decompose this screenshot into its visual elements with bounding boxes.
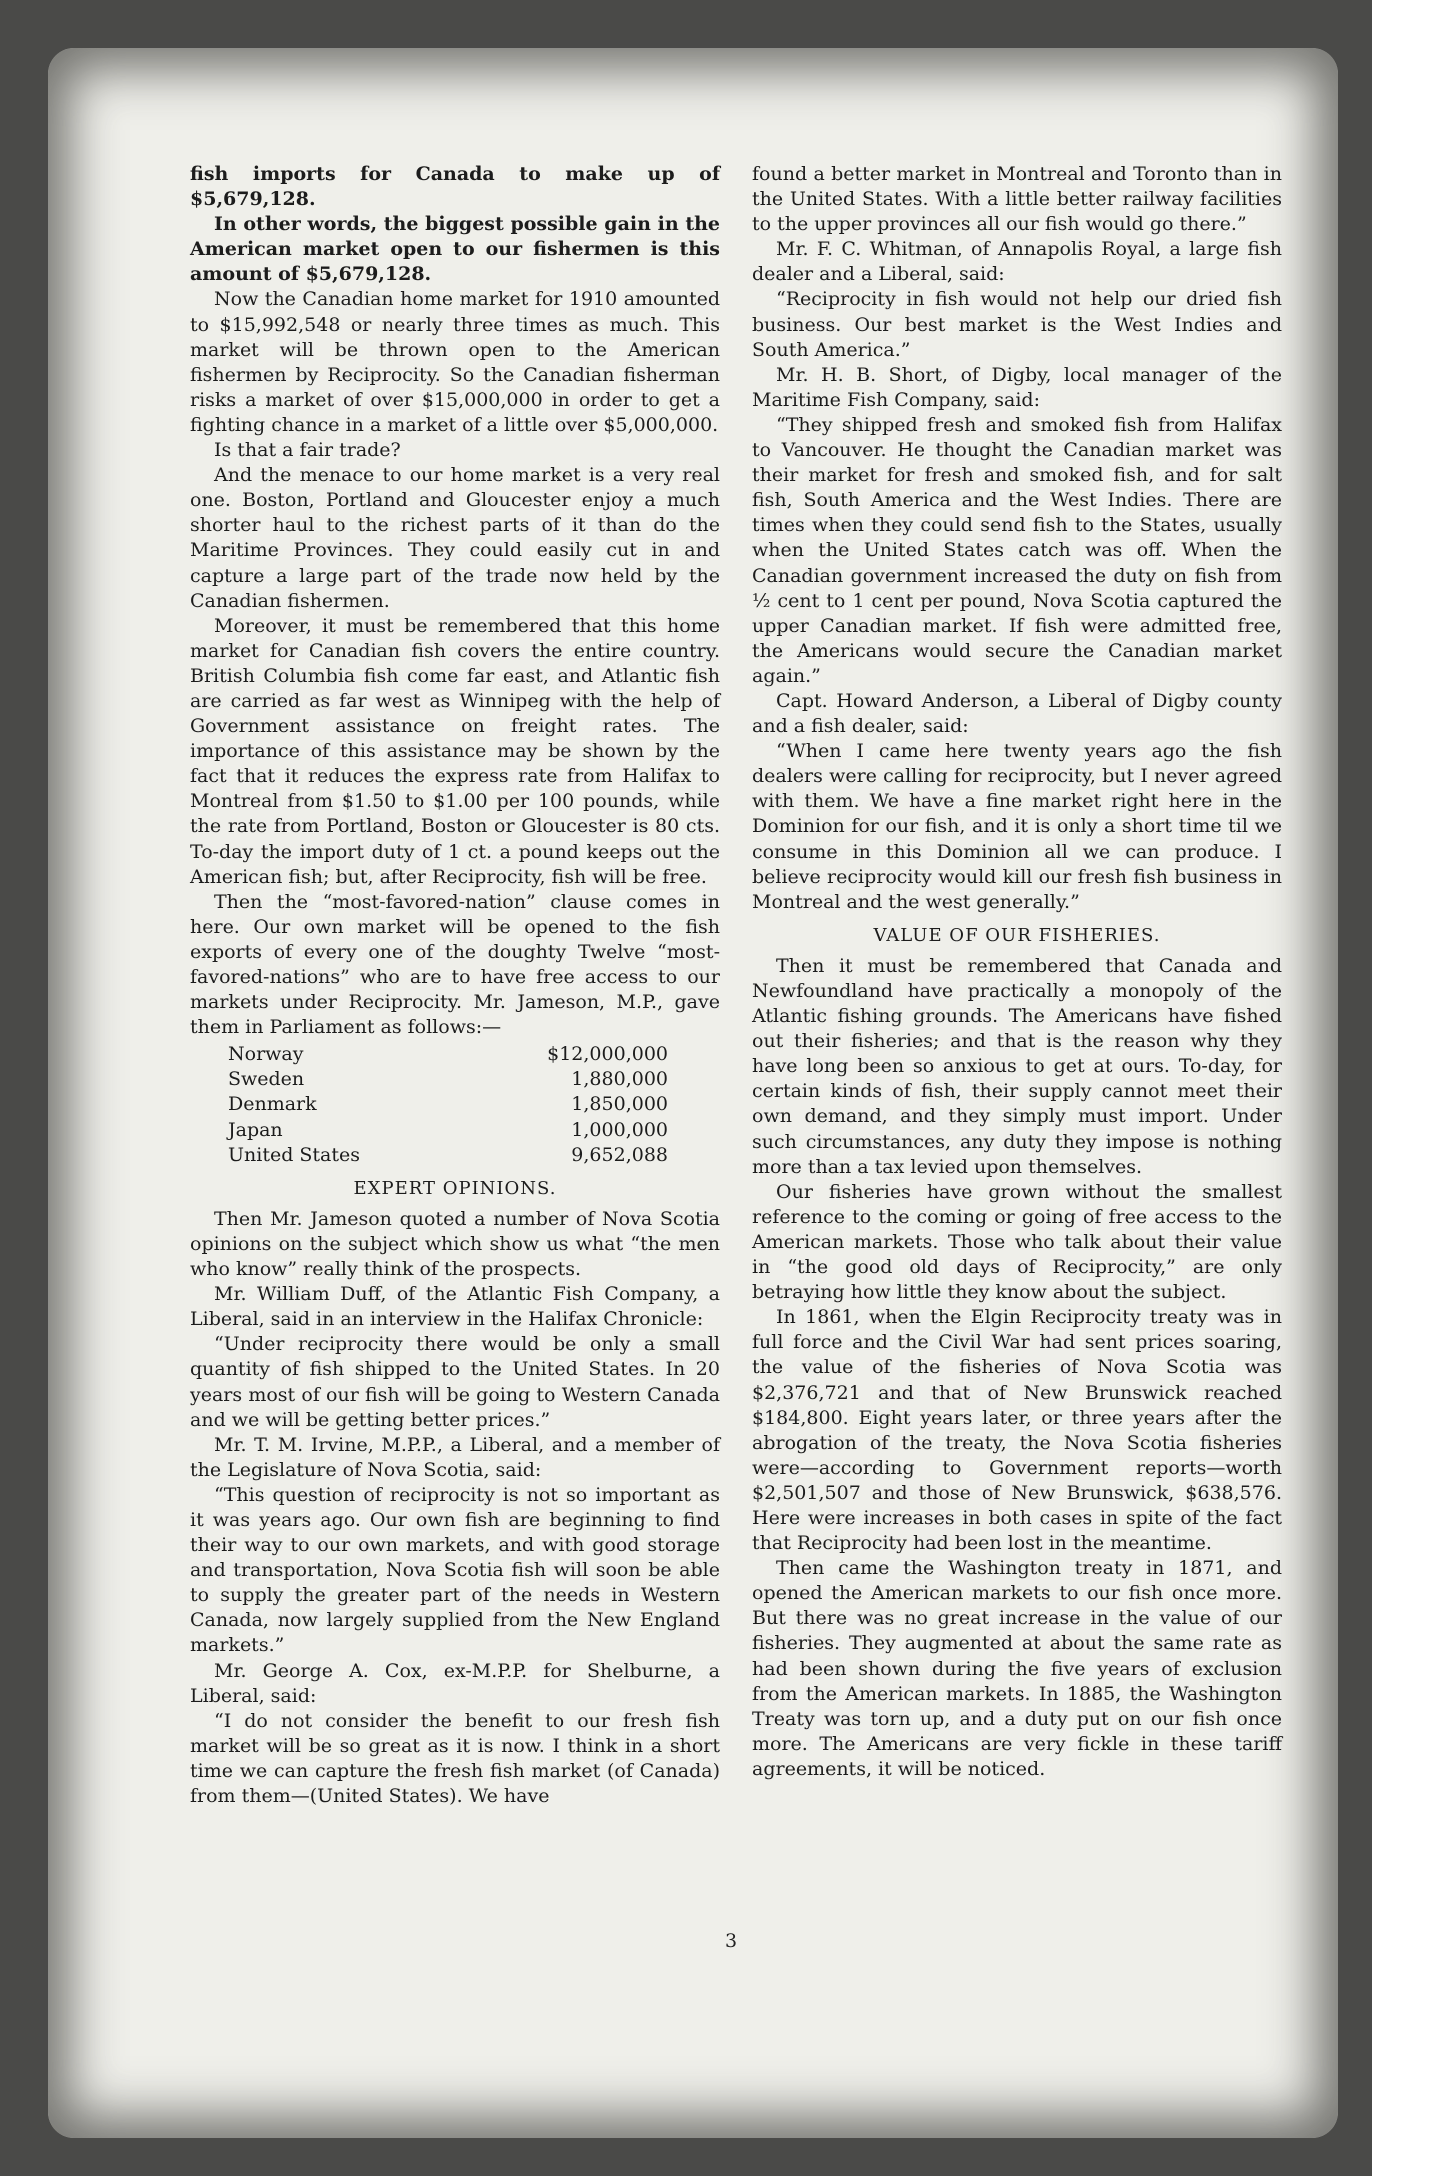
quote-paragraph: “They shipped fresh and smoked fish from Halifax to Vancouver. He thought the Canadian market was their market for fresh and smoked fish, and for salt fish, South America and the West Indies. There are times when they could send fish to the States, usually when the United States catch was off. When the Canadian government increased the duty on fish from ½ cent to 1 cent per pound, Nova Scotia captured the upper Canadian market. If fish were admitted free, the Americans would secure the Canadian market again.”: [752, 413, 1282, 687]
quote-paragraph: “This question of reciprocity is not so important as it was years ago. Our own fish are beginning to find their way to our own markets, and with good storage and transportation, Nova Scotia fish will soon be able to supply the greater part of the needs in Western Canada, now largely supplied from the New England markets.”: [190, 1483, 720, 1657]
paragraph: Then came the Washington treaty in 1871, and opened the American markets to our fish once more. But there was no great increase in the value of our fisheries. They augmented at about the same rate as had been shown during the five years of exclusion from the American markets. In 1885, the Washington Treaty was torn up, and a duty put on our fish once more. The Americans are very fickle in these tariff agreements, it will be noticed.: [752, 1557, 1282, 1780]
paragraph: In 1861, when the Elgin Reciprocity treaty was in full force and the Civil War had sent prices soaring, the value of the fisheries of Nova Scotia was $2,376,721 and that of New Brunswick reached $184,800. Eight years later, or three years after the abrogation of the treaty, the Nova Scotia fisheries were—according to Government reports—worth $2,501,507 and those of New Brunswick, $638,576. Here were increases in both cases in spite of the fact that Reciprocity had been lost in the meantime.: [752, 1306, 1282, 1555]
table-row: [228, 1092, 668, 1117]
imports-table: [228, 1042, 668, 1167]
right-column: [752, 162, 1282, 1782]
paragraph: Mr. F. C. Whitman, of Annapolis Royal, a large fish dealer and a Liberal, said:: [752, 238, 1282, 286]
table-row: [228, 1118, 668, 1143]
paragraph: Mr. H. B. Short, of Digby, local manager of the Maritime Fish Company, said:: [752, 363, 1282, 411]
section-heading: VALUE OF OUR FISHERIES.: [873, 924, 1161, 946]
quote-paragraph: “I do not consider the benefit to our fresh fish market will be so great as it is now. I think in a short time we can capture the fresh fish market (of Canada) from them—(United States). We have: [190, 1709, 720, 1807]
paragraph: Is that a fair trade?: [214, 439, 401, 462]
table-row: [228, 1067, 668, 1092]
country-cell: Sweden: [228, 1068, 305, 1091]
quote-paragraph: “Under reciprocity there would be only a small quantity of fish shipped to the United States. In 20 years most of our fish will be going to Western Canada and we will be getting better prices.”: [190, 1333, 720, 1431]
quote-paragraph: “Reciprocity in fish would not help our dried fish business. Our best market is the West Indies and South America.”: [752, 288, 1282, 361]
paragraph: In other words, the biggest possible gain in the American market open to our fishermen is this amount of $5,679,128.: [190, 213, 720, 286]
paragraph: Mr. George A. Cox, ex-M.P.P. for Shelburne, a Liberal, said:: [190, 1659, 720, 1707]
country-cell: United States: [228, 1143, 361, 1166]
left-column: [190, 162, 720, 1809]
paragraph: Then it must be remembered that Canada and Newfoundland have practically a monopoly of the Atlantic fishing grounds. The Americans have fished out their fisheries; and that is the reason why they have long been so anxious to get at ours. To-day, for certain kinds of fish, their supply cannot meet their own demand, and they simply must import. Under such circumstances, any duty they impose is nothing more than a tax levied upon themselves.: [752, 954, 1282, 1178]
table-row: [228, 1143, 668, 1168]
page-number: 3: [724, 1930, 738, 1952]
amount-cell: 1,850,000: [571, 1093, 668, 1116]
country-cell: Denmark: [228, 1093, 317, 1116]
country-cell: Japan: [228, 1118, 283, 1141]
country-cell: Norway: [228, 1043, 304, 1066]
amount-cell: 1,000,000: [571, 1118, 668, 1141]
table-row: [228, 1042, 668, 1067]
paragraph: Our fisheries have grown without the smallest reference to the coming or going of free access to the American markets. Those who talk about their value in “the good old days of Reciprocity,” are only betraying how little they know about the subject.: [752, 1180, 1282, 1304]
paragraph: Mr. William Duff, of the Atlantic Fish Company, a Liberal, said in an interview in the Halifax Chronicle:: [190, 1283, 720, 1331]
paragraph: And the menace to our home market is a very real one. Boston, Portland and Gloucester enjoy a much shorter haul to the richest parts of it than do the Maritime Provinces. They could easily cut in and capture a large part of the trade now held by the Canadian fishermen.: [190, 464, 720, 612]
paragraph: Mr. T. M. Irvine, M.P.P., a Liberal, and a member of the Legislature of Nova Scotia, said:: [190, 1433, 720, 1481]
paragraph: fish imports for Canada to make up of $5,679,128.: [190, 163, 720, 211]
paragraph: Capt. Howard Anderson, a Liberal of Digby county and a fish dealer, said:: [752, 689, 1282, 738]
paragraph: found a better market in Montreal and Toronto than in the United States. With a little better railway facilities to the upper provinces all our fish would go there.”: [752, 163, 1282, 236]
paragraph: Then Mr. Jameson quoted a number of Nova Scotia opinions on the subject which show us what “the men who know” really think of the prospects.: [190, 1207, 720, 1281]
amount-cell: 9,652,088: [571, 1143, 668, 1166]
amount-cell: 1,880,000: [571, 1068, 668, 1091]
paragraph: Then the “most-favored-nation” clause comes in here. Our own market will be opened to the fish exports of every one of the doughty Twelve “most-favored-nations” who are to have free access to our markets under Reciprocity. Mr. Jameson, M.P., gave them in Parliament as follows:—: [190, 890, 720, 1039]
paragraph: Moreover, it must be remembered that this home market for Canadian fish covers the entire country. British Columbia fish come far east, and Atlantic fish are carried as far west as Winnipeg with the help of Government assistance on freight rates. The importance of this assistance may be shown by the fact that it reduces the express rate from Halifax to Montreal from $1.50 to $1.00 per 100 pounds, while the rate from Portland, Boston or Gloucester is 80 cts. To-day the import duty of 1 ct. a pound keeps out the American fish; but, after Reciprocity, fish will be free.: [190, 614, 720, 888]
amount-cell: $12,000,000: [547, 1043, 668, 1066]
quote-paragraph: “When I came here twenty years ago the fish dealers were calling for reciprocity, but I never agreed with them. We have a fine market right here in the Dominion for our fish, and it is only a short time til we consume in this Dominion all we can produce. I believe reciprocity would kill our fresh fish business in Montreal and the west generally.”: [752, 740, 1282, 913]
section-heading: EXPERT OPINIONS.: [353, 1177, 557, 1199]
scan-margin-strip: [1372, 0, 1432, 2176]
paragraph: Now the Canadian home market for 1910 amounted to $15,992,548 or nearly three times as much. This market will be thrown open to the American fishermen by Reciprocity. So the Canadian fisherman risks a market of over $15,000,000 in order to get a fighting chance in a market of a little over $5,000,000.: [190, 288, 720, 436]
